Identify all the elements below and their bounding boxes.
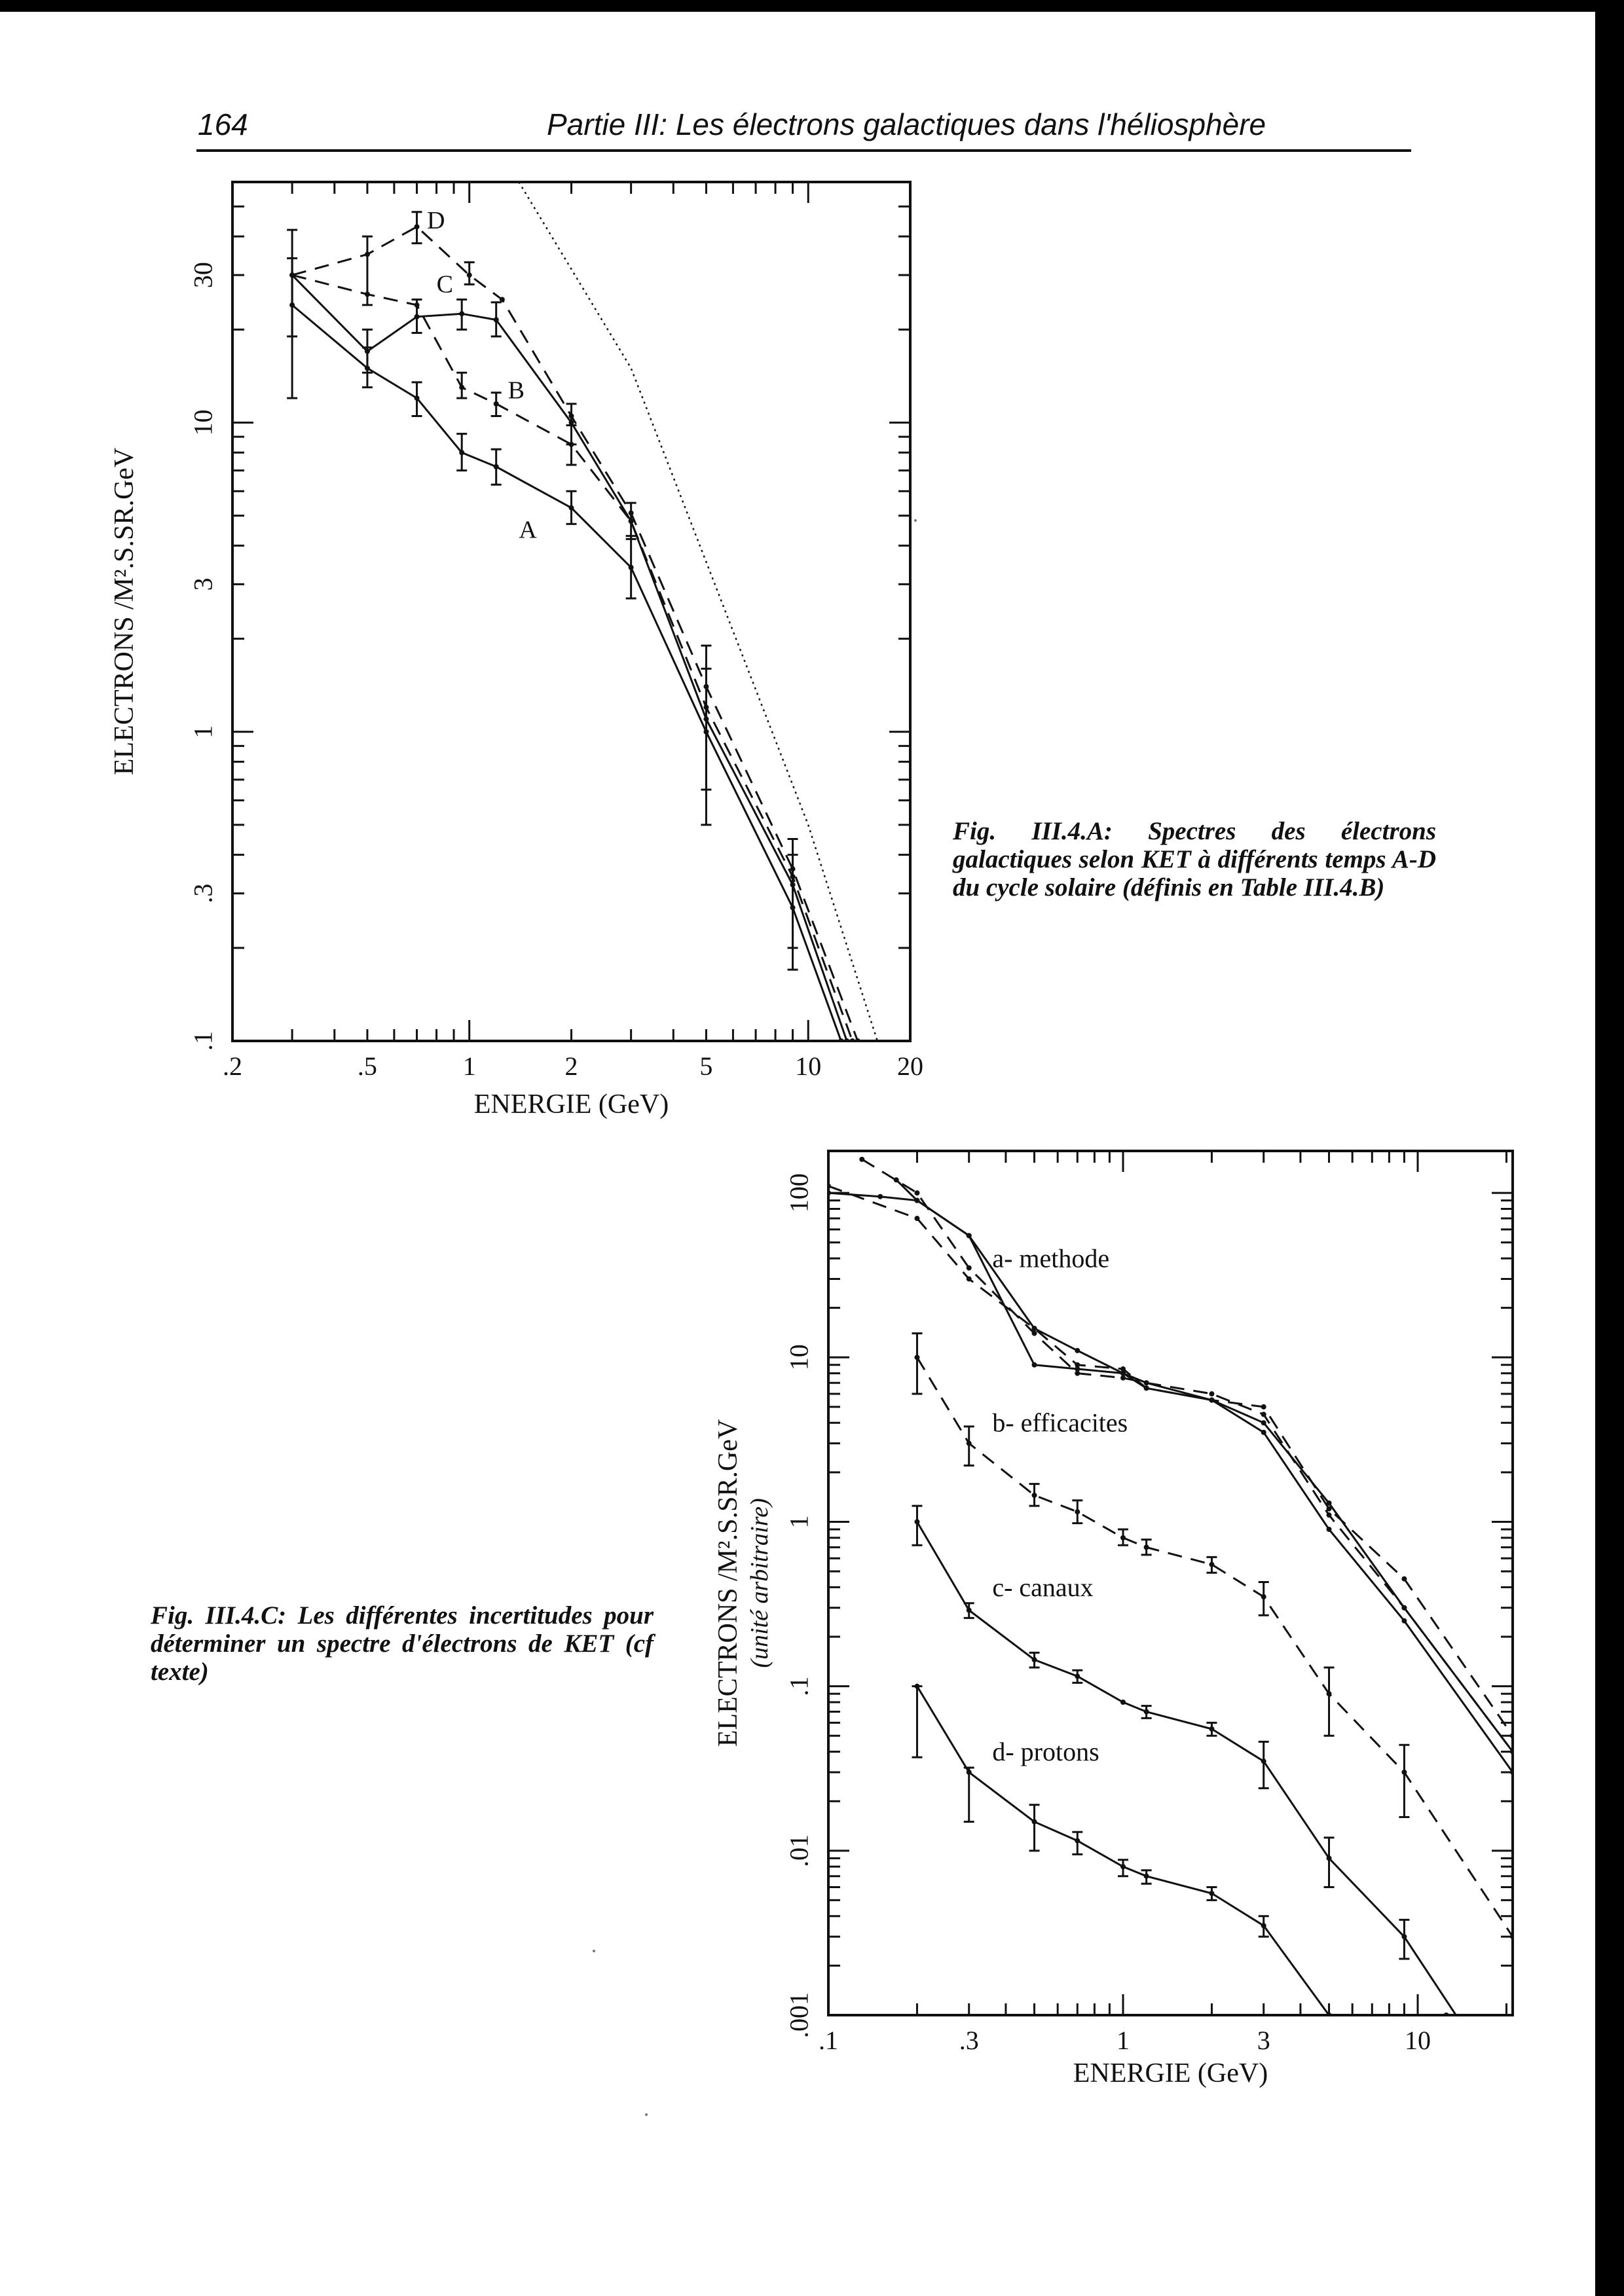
caption-fig-a-label: Fig. III.4.A: — [953, 817, 1113, 845]
data-point-a3 — [1261, 1412, 1266, 1417]
data-point-B — [850, 1038, 855, 1044]
data-point-a2 — [967, 1233, 972, 1238]
data-point-a1 — [877, 1194, 883, 1199]
data-point-a1 — [1327, 1527, 1332, 1532]
data-point-a4 — [1144, 1385, 1149, 1391]
data-point-a1 — [1032, 1362, 1037, 1368]
data-point-a3 — [1510, 1749, 1515, 1755]
data-point-D — [855, 1038, 860, 1044]
y-tick-label: .3 — [188, 883, 218, 903]
data-point-a1 — [1261, 1430, 1266, 1435]
data-point-a3 — [1401, 1605, 1407, 1611]
x-tick-label: .1 — [819, 2026, 838, 2055]
data-point-a1 — [826, 1190, 831, 1195]
series-line-d — [917, 1686, 1447, 2015]
x-tick-label: 10 — [1405, 2026, 1431, 2055]
data-point-a4 — [1261, 1404, 1266, 1410]
data-point-a2 — [1075, 1348, 1080, 1353]
y-tick-label: 3 — [188, 577, 218, 591]
x-tick-label: .5 — [357, 1051, 377, 1081]
running-header-title: Partie III: Les électrons galactiques dans l'héliosphère — [547, 107, 1266, 141]
y-tick-label: 1 — [784, 1515, 814, 1529]
series-line-D — [292, 227, 858, 1041]
y-axis-label: ELECTRONS /M².S.SR.GeV — [109, 447, 139, 776]
series-line-a1 — [828, 1193, 1513, 1772]
y-tick-label: 10 — [784, 1344, 814, 1371]
x-tick-label: 1 — [1116, 2026, 1130, 2055]
x-tick-label: 20 — [897, 1051, 923, 1081]
data-point-a4 — [1120, 1366, 1126, 1372]
x-tick-label: .3 — [959, 2026, 979, 2055]
data-point-D — [629, 511, 634, 516]
data-point-d — [1327, 2013, 1332, 2018]
data-point-a3 — [967, 1266, 972, 1271]
y-tick-label: .1 — [784, 1676, 814, 1696]
data-point-a4 — [1510, 1733, 1515, 1738]
data-point-D — [569, 413, 574, 418]
series-line-limit — [519, 182, 877, 1041]
data-point-a3 — [1032, 1331, 1037, 1336]
chart-annotation: a- methode — [992, 1243, 1110, 1273]
data-point-a3 — [1327, 1512, 1332, 1518]
data-point-a3 — [1209, 1391, 1214, 1396]
x-tick-label: .2 — [223, 1051, 242, 1081]
y-tick-label: 1 — [188, 725, 218, 738]
data-point-a3 — [1120, 1376, 1126, 1381]
data-point-a3 — [859, 1157, 864, 1162]
y-axis-label: ELECTRONS /M².S.SR.GeV — [713, 1419, 743, 1747]
data-point-a1 — [1401, 1618, 1407, 1624]
data-point-a4 — [1401, 1576, 1407, 1582]
series-line-a2 — [896, 1180, 1513, 1751]
caption-fig-c-text: Les différentes incertitudes pour déterminer un spectre d'électrons de KET (cf texte) — [151, 1601, 654, 1686]
caption-fig-c-label: Fig. III.4.C: — [151, 1601, 287, 1630]
data-point-C — [844, 1038, 849, 1044]
chart-annotation: b- efficacites — [992, 1408, 1128, 1438]
data-point-a4 — [914, 1216, 919, 1221]
data-point-D — [703, 684, 709, 689]
y-tick-label: 30 — [188, 262, 218, 289]
x-tick-label: 3 — [1257, 2026, 1270, 2055]
chart-annotation: c- canaux — [992, 1572, 1094, 1602]
x-axis-label: ENERGIE (GeV) — [1073, 2058, 1268, 2088]
y-tick-label: .001 — [784, 1992, 814, 2038]
y-tick-label: 100 — [784, 1173, 814, 1213]
x-axis-label: ENERGIE (GeV) — [473, 1089, 669, 1120]
plot-area — [826, 1157, 1515, 2104]
data-point-a4 — [826, 1184, 831, 1189]
series-label-C: C — [436, 270, 453, 299]
data-point-a3 — [1075, 1371, 1080, 1376]
y-tick-label: .1 — [188, 1031, 218, 1051]
chart-fig_c — [713, 1151, 1515, 2104]
x-tick-label: 1 — [462, 1051, 476, 1081]
data-point-D — [500, 297, 505, 302]
data-point-D — [289, 272, 295, 278]
y-tick-label: .01 — [784, 1834, 814, 1867]
data-point-a2 — [914, 1198, 919, 1203]
plot-frame — [828, 1151, 1513, 2015]
caption-fig-a-text: Spectres des électrons galactiques selon KET à différents temps A-D du cycle solaire (définis en Table III.4.B) — [953, 817, 1436, 902]
data-point-a4 — [1209, 1398, 1214, 1403]
series-line-a3 — [862, 1159, 1513, 1752]
data-point-a3 — [914, 1190, 919, 1195]
series-line-B — [292, 275, 853, 1041]
page-number: 164 — [198, 107, 248, 141]
series-label-B: B — [507, 376, 525, 405]
y-axis-sublabel: (unité arbitraire) — [746, 1498, 773, 1668]
series-line-a4 — [828, 1186, 1513, 1736]
plot-area — [287, 182, 877, 1044]
series-label-A: A — [519, 516, 537, 544]
x-tick-label: 5 — [699, 1051, 713, 1081]
chart-annotation: d- protons — [992, 1737, 1099, 1767]
data-point-c — [1510, 2098, 1515, 2104]
y-tick-label: 10 — [188, 409, 218, 436]
data-point-a4 — [1327, 1506, 1332, 1512]
data-point-a4 — [1032, 1326, 1037, 1331]
data-point-D — [790, 866, 796, 871]
data-point-a2 — [1261, 1420, 1266, 1425]
data-point-A — [838, 1038, 843, 1044]
chart-fig_a — [109, 182, 923, 1120]
data-point-a4 — [1075, 1362, 1080, 1368]
data-point-d — [1444, 2013, 1449, 2018]
data-point-c — [1120, 1700, 1126, 1705]
series-label-D: D — [427, 207, 445, 235]
data-point-a1 — [1510, 1770, 1515, 1775]
data-point-a3 — [1144, 1380, 1149, 1385]
x-tick-label: 10 — [795, 1051, 822, 1081]
x-tick-label: 2 — [564, 1051, 578, 1081]
data-point-b — [1510, 1934, 1515, 1939]
data-point-a4 — [967, 1276, 972, 1281]
series-line-C — [292, 275, 847, 1041]
